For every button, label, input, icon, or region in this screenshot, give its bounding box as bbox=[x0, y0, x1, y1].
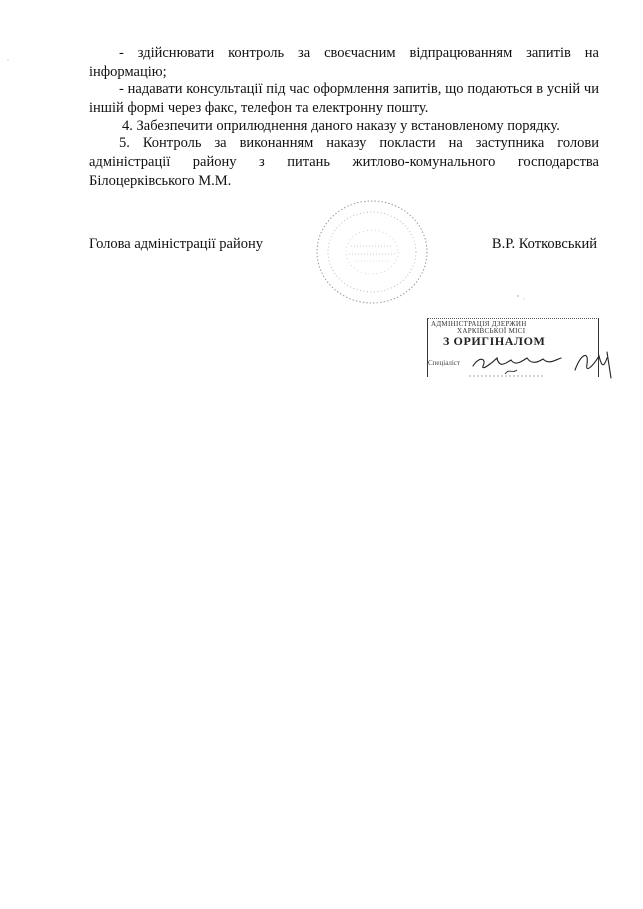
stamp-signature-label: Спеціаліст bbox=[428, 359, 460, 367]
paragraph-consultations: - надавати консультації під час оформлення запитів, що подаються в усній чи іншій формі через факс, телефон та електронну пошту. bbox=[89, 81, 599, 116]
signature-block bbox=[89, 236, 599, 256]
signatory-name: В.Р. Котковський bbox=[491, 236, 597, 252]
handwritten-signature-icon bbox=[465, 344, 615, 386]
paragraph-control-requests: - здійснювати контроль за своєчасним відпрацюванням запитів на інформацію; bbox=[89, 45, 599, 80]
stamp-line-administration: АДМІНІСТРАЦІЯ ДЗЕРЖИН bbox=[431, 320, 527, 328]
signatory-position: Голова адміністрації району bbox=[89, 236, 263, 252]
paragraph-publication: 4. Забезпечити оприлюднення даного наказу у встановленому порядку. bbox=[122, 118, 560, 134]
stamp-line-city: ХАРКІВСЬКОЇ МІСІ bbox=[457, 327, 526, 335]
paragraph-control-assignment: 5. Контроль за виконанням наказу покласти на заступника голови адміністрації району з питань житлово-комунального господарства Білоцерківського М.М. bbox=[89, 135, 599, 189]
copy-certification-stamp bbox=[427, 318, 601, 380]
stamp-main-text: З ОРИГІНАЛОМ bbox=[443, 334, 546, 348]
